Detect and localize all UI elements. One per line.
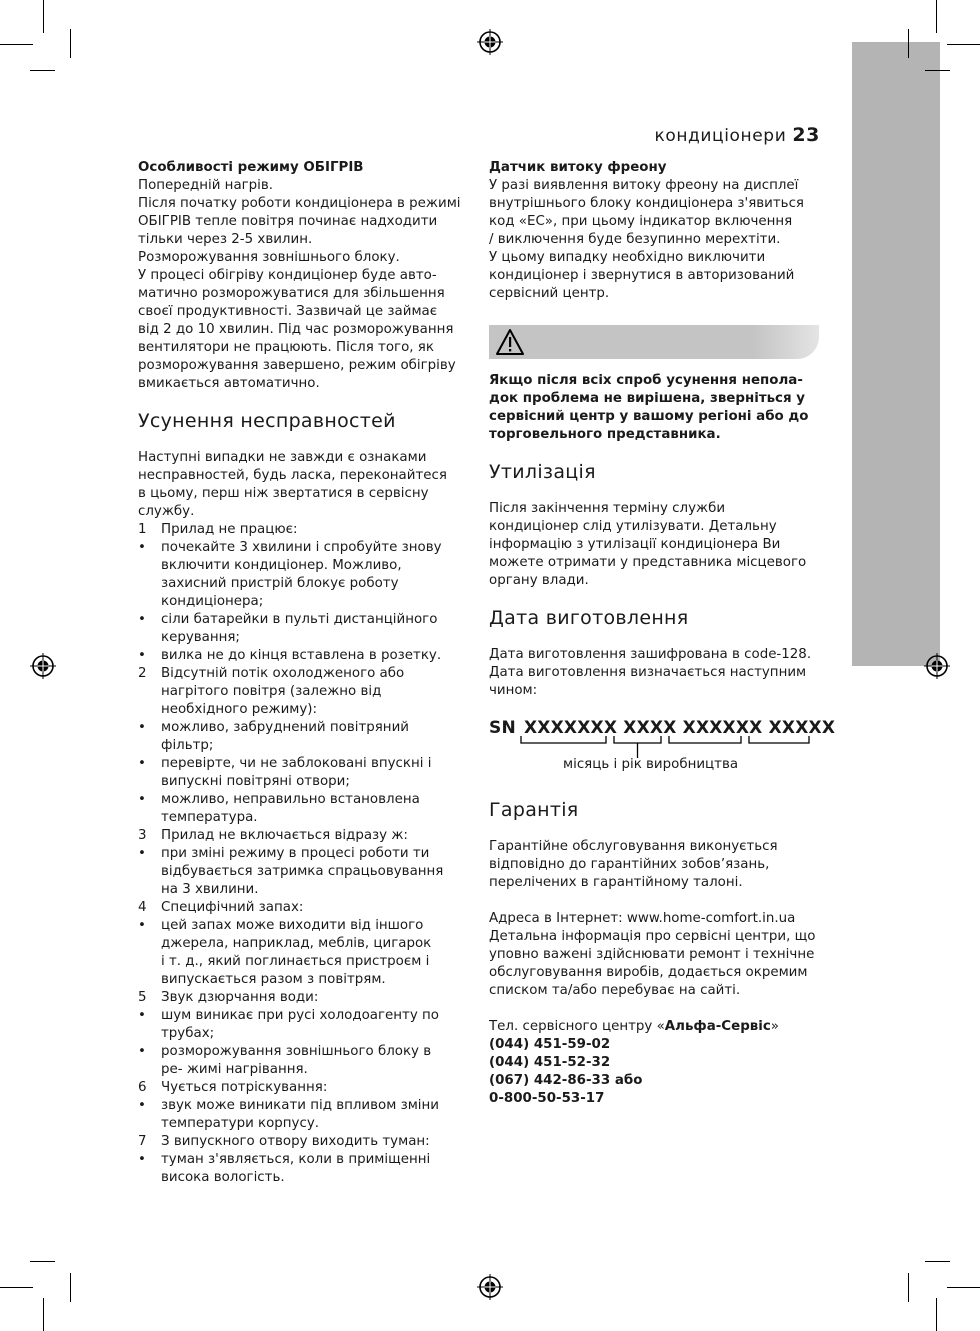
text-line: код «ЕС», при цьому індикатор включення bbox=[489, 214, 793, 229]
list-item-line: висока вологість. bbox=[161, 1170, 285, 1185]
service-phone-line bbox=[489, 1018, 829, 1036]
list-item-line: кондиціонера; bbox=[161, 594, 264, 609]
list-item-line: відбувається затримка спрацьовування bbox=[161, 864, 444, 879]
list-item-line: фільтр; bbox=[161, 738, 214, 753]
registration-mark-icon bbox=[924, 653, 950, 679]
text-line: тільки через 2-5 хвилин. bbox=[138, 232, 313, 247]
list-marker: • bbox=[138, 846, 146, 861]
text-line: службу. bbox=[138, 504, 195, 519]
list-item-line: Чується потріскування: bbox=[161, 1080, 328, 1095]
list-marker: • bbox=[138, 918, 146, 933]
list-marker: 6 bbox=[138, 1080, 147, 1095]
text-line: вентилятори не працюють. Після того, як bbox=[138, 340, 434, 355]
warning-bar bbox=[489, 325, 819, 359]
list-item-line: можливо, неправильно встановлена bbox=[161, 792, 420, 807]
text-line: обслуговування виробів, додається окремим bbox=[489, 965, 808, 980]
text-line: Розморожування зовнішнього блоку. bbox=[138, 250, 400, 265]
bullet-item bbox=[138, 845, 473, 899]
manufacture-date-heading: Дата виготовлення bbox=[489, 607, 689, 629]
sn-prefix: SN bbox=[489, 718, 516, 738]
left-column bbox=[138, 159, 473, 1187]
disposal-text bbox=[489, 500, 829, 590]
numbered-item bbox=[138, 827, 473, 845]
list-item-line: керування; bbox=[161, 630, 240, 645]
section-title: кондиціонери bbox=[654, 126, 787, 146]
warranty-text bbox=[489, 838, 829, 892]
list-marker: • bbox=[138, 756, 146, 771]
text-line: відповідно до гарантійних зобов’язань, bbox=[489, 857, 770, 872]
list-item-line: Специфічний запах: bbox=[161, 900, 304, 915]
text-line: Після закінчення терміну служби bbox=[489, 501, 726, 516]
text-line: в цьому, перш ніж звертатися в сервісну bbox=[138, 486, 429, 501]
list-marker: 3 bbox=[138, 828, 147, 843]
list-marker: 2 bbox=[138, 666, 147, 681]
list-item-line: температури корпусу. bbox=[161, 1116, 320, 1131]
bullet-item bbox=[138, 791, 473, 827]
service-company: Альфа-Сервіс bbox=[664, 1019, 771, 1034]
disposal-heading: Утилізація bbox=[489, 461, 596, 483]
list-marker: • bbox=[138, 792, 146, 807]
list-item-line: включити кондиціонер. Можливо, bbox=[161, 558, 402, 573]
text-line: сервісний центр. bbox=[489, 286, 610, 301]
list-marker: 4 bbox=[138, 900, 147, 915]
numbered-item bbox=[138, 1079, 473, 1097]
list-item-line: і т. д., який поглинається пристроєм і bbox=[161, 954, 430, 969]
right-column bbox=[489, 159, 829, 303]
text-line: вмикається автоматично. bbox=[138, 376, 320, 391]
phone-suffix: » bbox=[770, 1019, 779, 1034]
list-marker: 7 bbox=[138, 1134, 147, 1149]
text-line: торговельного представника. bbox=[489, 427, 721, 442]
text-line: У разі виявлення витоку фреону на дисплеї bbox=[489, 178, 799, 193]
text-line: від 2 до 10 хвилин. Під час розморожування bbox=[138, 322, 454, 337]
text-line: внутрішнього блоку кондиціонера з'явиться bbox=[489, 196, 804, 211]
bullet-item bbox=[138, 539, 473, 611]
warning-text bbox=[489, 372, 829, 444]
text-line: несправностей, будь ласка, переконайтеся bbox=[138, 468, 447, 483]
phone-number: 0-800-50-53-17 bbox=[489, 1091, 605, 1106]
list-item-line: вилка не до кінця вставлена в розетку. bbox=[161, 648, 442, 663]
warranty-section bbox=[489, 801, 829, 1108]
text-line: У цьому випадку необхідно виключити bbox=[489, 250, 766, 265]
list-marker: • bbox=[138, 540, 146, 555]
text-line: розморожування завершено, режим обігріву bbox=[138, 358, 456, 373]
registration-mark-icon bbox=[477, 1274, 503, 1300]
right-column-lower bbox=[489, 372, 829, 700]
list-item-line: Прилад не працює: bbox=[161, 522, 298, 537]
leak-sensor-title: Датчик витоку фреону bbox=[489, 160, 667, 175]
bullet-item bbox=[138, 1043, 473, 1079]
list-item-line: звук може виникати під впливом зміни bbox=[161, 1098, 439, 1113]
list-item-line: трубах; bbox=[161, 1026, 215, 1041]
sn-group: XXXXX bbox=[768, 718, 836, 738]
text-line: Дата виготовлення зашифрована в code-128. bbox=[489, 647, 812, 662]
numbered-item bbox=[138, 521, 473, 539]
list-item-line: випускається разом з повітрям. bbox=[161, 972, 386, 987]
list-item-line: шум виникає при русі холодоагенту по bbox=[161, 1008, 439, 1023]
manufacture-date-text bbox=[489, 646, 829, 700]
phone-number: (067) 442-86-33 або bbox=[489, 1073, 643, 1088]
list-marker: • bbox=[138, 1044, 146, 1059]
list-item-line: необхідного режиму): bbox=[161, 702, 318, 717]
leak-sensor-text bbox=[489, 177, 829, 303]
list-item-line: температура. bbox=[161, 810, 258, 825]
numbered-item bbox=[138, 989, 473, 1007]
troubleshooting-list bbox=[138, 521, 473, 1187]
bullet-item bbox=[138, 1151, 473, 1187]
text-line: Дата виготовлення визначається наступним bbox=[489, 665, 807, 680]
website-text bbox=[489, 910, 829, 1000]
text-line: док проблема не вирішена, зверніться у bbox=[489, 391, 805, 406]
list-item-line: сіли батарейки в пульті дистанційного bbox=[161, 612, 438, 627]
text-line: Детальна інформація про сервісні центри, що bbox=[489, 929, 816, 944]
list-item-line: туман з'являється, коли в приміщенні bbox=[161, 1152, 431, 1167]
text-line: можете отримати у представника місцевого bbox=[489, 555, 807, 570]
bullet-item bbox=[138, 1097, 473, 1133]
text-line: кондиціонер і звернутися в авторизований bbox=[489, 268, 795, 283]
list-item-line: Відсутній потік охолодженого або bbox=[161, 666, 405, 681]
list-item-line: почекайте 3 хвилини і спробуйте знову bbox=[161, 540, 442, 555]
list-item-line: джерела, наприклад, меблів, цигарок bbox=[161, 936, 432, 951]
list-item-line: З випускного отвору виходить туман: bbox=[161, 1134, 430, 1149]
list-item-line: при зміні режиму в процесі роботи ти bbox=[161, 846, 430, 861]
text-line: Попередній нагрів. bbox=[138, 178, 274, 193]
text-line: сервісний центр у вашому регіоні або до bbox=[489, 409, 809, 424]
sn-group: XXXXXX bbox=[682, 718, 763, 738]
text-line: / виключення буде безупинно мерехтіти. bbox=[489, 232, 781, 247]
phone-number: (044) 451-59-02 bbox=[489, 1037, 611, 1052]
sn-group: XXXX bbox=[623, 718, 677, 738]
text-line: уповно важені здійснювати ремонт і технічне bbox=[489, 947, 815, 962]
bullet-item bbox=[138, 647, 473, 665]
side-tab bbox=[852, 42, 940, 666]
bullet-item bbox=[138, 611, 473, 647]
list-item-line: розморожування зовнішнього блоку в bbox=[161, 1044, 432, 1059]
text-line: Якщо після всіх спроб усунення непола- bbox=[489, 373, 803, 388]
page-header bbox=[654, 124, 820, 146]
list-item-line: Прилад не включається відразу ж: bbox=[161, 828, 408, 843]
list-item-line: Звук дзюрчання води: bbox=[161, 990, 319, 1005]
phone-prefix: Тел. сервісного центру « bbox=[489, 1019, 665, 1034]
list-item-line: перевірте, чи не заблоковані впускні і bbox=[161, 756, 432, 771]
bullet-item bbox=[138, 755, 473, 791]
troubleshooting-intro bbox=[138, 449, 473, 521]
text-line: У процесі обігріву кондиціонер буде авто- bbox=[138, 268, 437, 283]
list-item-line: випускні повітряні отвори; bbox=[161, 774, 350, 789]
list-item-line: на 3 хвилини. bbox=[161, 882, 259, 897]
troubleshooting-heading: Усунення несправностей bbox=[138, 410, 396, 432]
list-marker: • bbox=[138, 648, 146, 663]
sn-group: XXXXXXX bbox=[524, 718, 618, 738]
bullet-item bbox=[138, 1007, 473, 1043]
text-line: матично розморожуватися для збільшення bbox=[138, 286, 445, 301]
list-item-line: можливо, забруднений повітряний bbox=[161, 720, 409, 735]
list-item-line: нагрітого повітря (залежно від bbox=[161, 684, 382, 699]
text-line: чином: bbox=[489, 683, 538, 698]
phone-number: (044) 451-52-32 bbox=[489, 1055, 611, 1070]
heating-mode-text bbox=[138, 177, 473, 393]
text-line: Гарантійне обслуговування виконується bbox=[489, 839, 778, 854]
list-marker: • bbox=[138, 612, 146, 627]
numbered-item bbox=[138, 665, 473, 719]
sn-note: місяць і рік виробництва bbox=[563, 757, 739, 772]
list-marker: • bbox=[138, 720, 146, 735]
text-line: кондиціонер слід утилізувати. Детальну bbox=[489, 519, 777, 534]
bullet-item bbox=[138, 917, 473, 989]
text-line: Наступні випадки не завжди є ознаками bbox=[138, 450, 427, 465]
list-marker: • bbox=[138, 1098, 146, 1113]
registration-mark-icon bbox=[477, 29, 503, 55]
text-line: Після початку роботи кондиціонера в режимі bbox=[138, 196, 461, 211]
phone-list bbox=[489, 1036, 829, 1108]
list-item-line: захисний пристрій блокує роботу bbox=[161, 576, 399, 591]
text-line: інформацію з утилізації кондиціонера Ви bbox=[489, 537, 781, 552]
heating-mode-title: Особливості режиму ОБІГРІВ bbox=[138, 160, 364, 175]
list-item-line: цей запах може виходити від іншого bbox=[161, 918, 424, 933]
text-line: перелічених в гарантійному талоні. bbox=[489, 875, 743, 890]
warranty-heading: Гарантія bbox=[489, 799, 579, 821]
numbered-item bbox=[138, 1133, 473, 1151]
list-item-line: ре- жимі нагрівання. bbox=[161, 1062, 308, 1077]
bullet-item bbox=[138, 719, 473, 755]
text-line: органу влади. bbox=[489, 573, 589, 588]
list-marker: • bbox=[138, 1008, 146, 1023]
list-marker: 5 bbox=[138, 990, 147, 1005]
text-line: Адреса в Інтернет: www.home-comfort.in.ua bbox=[489, 911, 796, 926]
list-marker: • bbox=[138, 1152, 146, 1167]
text-line: списком та/або перебуває на сайті. bbox=[489, 983, 741, 998]
warning-triangle-icon bbox=[495, 328, 525, 356]
list-marker: 1 bbox=[138, 522, 147, 537]
text-line: ОБІГРІВ тепле повітря починає надходити bbox=[138, 214, 438, 229]
registration-mark-icon bbox=[30, 653, 56, 679]
text-line: своєї продуктивності. Зазвичай це займає bbox=[138, 304, 438, 319]
numbered-item bbox=[138, 899, 473, 917]
page-number: 23 bbox=[792, 124, 820, 146]
